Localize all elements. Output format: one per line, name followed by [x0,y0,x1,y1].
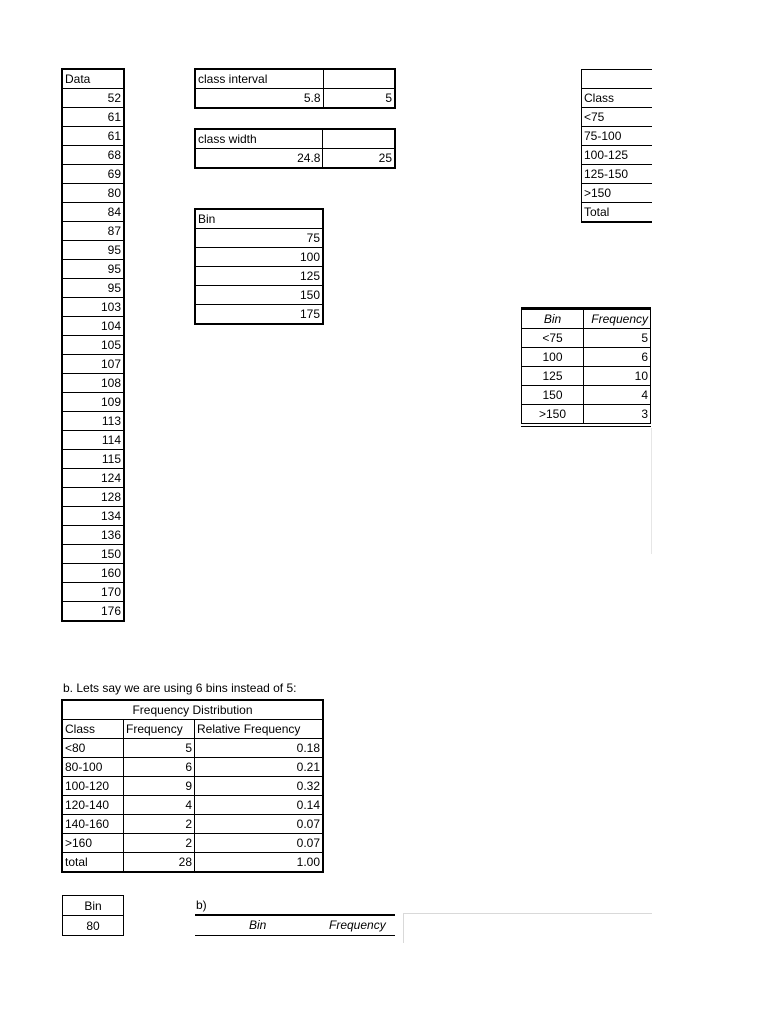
data-value-cell[interactable]: 87 [63,222,124,241]
bin-freq-side-line [651,428,652,554]
class-table [581,69,652,222]
bin-table [195,209,323,324]
bin-freq-freq-cell[interactable]: 4 [584,386,651,405]
data-value-cell[interactable]: 170 [63,583,124,602]
data-value-cell[interactable]: 103 [63,298,124,317]
freq-dist-class-cell[interactable]: 140-160 [63,815,124,834]
class-item-cell[interactable]: 100-125 [582,146,653,165]
class-item-cell[interactable]: >150 [582,184,653,203]
bin-freq-header-bin[interactable]: Bin [522,310,584,329]
bottom-bin-header[interactable]: Bin [63,896,124,916]
bin-freq-header-rule [521,328,651,329]
data-value-cell[interactable]: 136 [63,526,124,545]
bin-header[interactable]: Bin [196,210,323,229]
data-value-cell[interactable]: 113 [63,412,124,431]
bin-freq-bin-cell[interactable]: 150 [522,386,584,405]
class-width-table [195,129,395,168]
freq-dist-rel-cell[interactable]: 1.00 [195,853,323,872]
bin-freq-header-freq[interactable]: Frequency [584,310,651,329]
chart-area-left-edge [403,913,404,943]
freq-dist-class-cell[interactable]: 100-120 [63,777,124,796]
class-width-empty[interactable] [323,130,395,149]
bin-freq-freq-cell[interactable]: 10 [584,367,651,386]
freq-dist-freq-cell[interactable]: 4 [124,796,195,815]
data-value-cell[interactable]: 109 [63,393,124,412]
data-value-cell[interactable]: 84 [63,203,124,222]
freq-dist-freq-cell[interactable]: 5 [124,739,195,758]
data-value-cell[interactable]: 176 [63,602,124,621]
freq-dist-rel-cell[interactable]: 0.07 [195,834,323,853]
class-width-value1[interactable]: 24.8 [196,149,323,168]
data-value-cell[interactable]: 68 [63,146,124,165]
class-interval-value1[interactable]: 5.8 [196,89,324,108]
freq-dist-col-class[interactable]: Class [63,720,124,739]
bottom-b-col-freq: Frequency [329,918,386,932]
bottom-b-top-rule [195,914,395,916]
data-table [62,69,124,621]
bin-freq-bin-cell[interactable]: <75 [522,329,584,348]
data-value-cell[interactable]: 95 [63,260,124,279]
bin-freq-bin-cell[interactable]: 125 [522,367,584,386]
freq-dist-freq-cell[interactable]: 28 [124,853,195,872]
class-interval-empty[interactable] [323,70,394,89]
class-box-clip [581,69,652,231]
bin-value-cell[interactable]: 125 [196,267,323,286]
data-value-cell[interactable]: 69 [63,165,124,184]
bottom-b-col-bin: Bin [249,918,267,932]
freq-dist-title[interactable]: Frequency Distribution [63,701,323,720]
class-width-label[interactable]: class width [196,130,323,149]
freq-dist-table [62,700,323,872]
class-interval-value2[interactable]: 5 [323,89,394,108]
bottom-bin-table [62,895,124,936]
data-value-cell[interactable]: 95 [63,279,124,298]
freq-dist-class-cell[interactable]: 120-140 [63,796,124,815]
freq-dist-freq-cell[interactable]: 6 [124,758,195,777]
freq-dist-freq-cell[interactable]: 2 [124,815,195,834]
data-value-cell[interactable]: 52 [63,89,124,108]
data-value-cell[interactable]: 80 [63,184,124,203]
bin-freq-freq-cell[interactable]: 5 [584,329,651,348]
freq-dist-class-cell[interactable]: total [63,853,124,872]
data-value-cell[interactable]: 160 [63,564,124,583]
bin-value-cell[interactable]: 150 [196,286,323,305]
class-item-cell[interactable]: 125-150 [582,165,653,184]
bin-freq-table [521,309,651,424]
data-value-cell[interactable]: 105 [63,336,124,355]
bin-freq-freq-cell[interactable]: 6 [584,348,651,367]
bin-value-cell[interactable]: 175 [196,305,323,324]
bin-freq-bin-cell[interactable]: >150 [522,405,584,424]
class-top-empty[interactable] [582,70,653,89]
data-value-cell[interactable]: 115 [63,450,124,469]
bin-value-cell[interactable]: 75 [196,229,323,248]
freq-dist-class-cell[interactable]: >160 [63,834,124,853]
data-value-cell[interactable]: 104 [63,317,124,336]
freq-dist-freq-cell[interactable]: 9 [124,777,195,796]
data-value-cell[interactable]: 134 [63,507,124,526]
data-value-cell[interactable]: 150 [63,545,124,564]
data-value-cell[interactable]: 128 [63,488,124,507]
bin-freq-freq-cell[interactable]: 3 [584,405,651,424]
bottom-b-header-rule [195,935,395,936]
bin-value-cell[interactable]: 100 [196,248,323,267]
bottom-b-label: b) [196,898,207,912]
class-item-cell[interactable]: Total [582,203,653,222]
freq-dist-rel-cell[interactable]: 0.32 [195,777,323,796]
class-item-cell[interactable]: <75 [582,108,653,127]
data-value-cell[interactable]: 114 [63,431,124,450]
bin-freq-bottom-rule [521,426,651,427]
data-value-cell[interactable]: 61 [63,108,124,127]
freq-dist-freq-cell[interactable]: 2 [124,834,195,853]
freq-dist-col-freq[interactable]: Frequency [124,720,195,739]
freq-dist-class-cell[interactable]: <80 [63,739,124,758]
freq-dist-col-rel[interactable]: Relative Frequency [195,720,323,739]
data-value-cell[interactable]: 124 [63,469,124,488]
data-value-cell[interactable]: 108 [63,374,124,393]
freq-dist-rel-cell[interactable]: 0.14 [195,796,323,815]
freq-dist-rel-cell[interactable]: 0.21 [195,758,323,777]
bottom-bin-value[interactable]: 80 [63,916,124,936]
data-value-cell[interactable]: 95 [63,241,124,260]
freq-dist-class-cell[interactable]: 80-100 [63,758,124,777]
freq-dist-rel-cell[interactable]: 0.07 [195,815,323,834]
freq-dist-rel-cell[interactable]: 0.18 [195,739,323,758]
data-value-cell[interactable]: 61 [63,127,124,146]
data-value-cell[interactable]: 107 [63,355,124,374]
class-item-cell[interactable]: 75-100 [582,127,653,146]
bin-freq-bin-cell[interactable]: 100 [522,348,584,367]
data-header[interactable]: Data [63,70,124,89]
chart-area-edge [403,913,652,914]
class-header[interactable]: Class [582,89,653,108]
part-b-note: b. Lets say we are using 6 bins instead of 5: [63,681,297,695]
class-interval-label[interactable]: class interval [196,70,324,89]
class-interval-table [195,69,395,108]
class-width-value2[interactable]: 25 [323,149,395,168]
